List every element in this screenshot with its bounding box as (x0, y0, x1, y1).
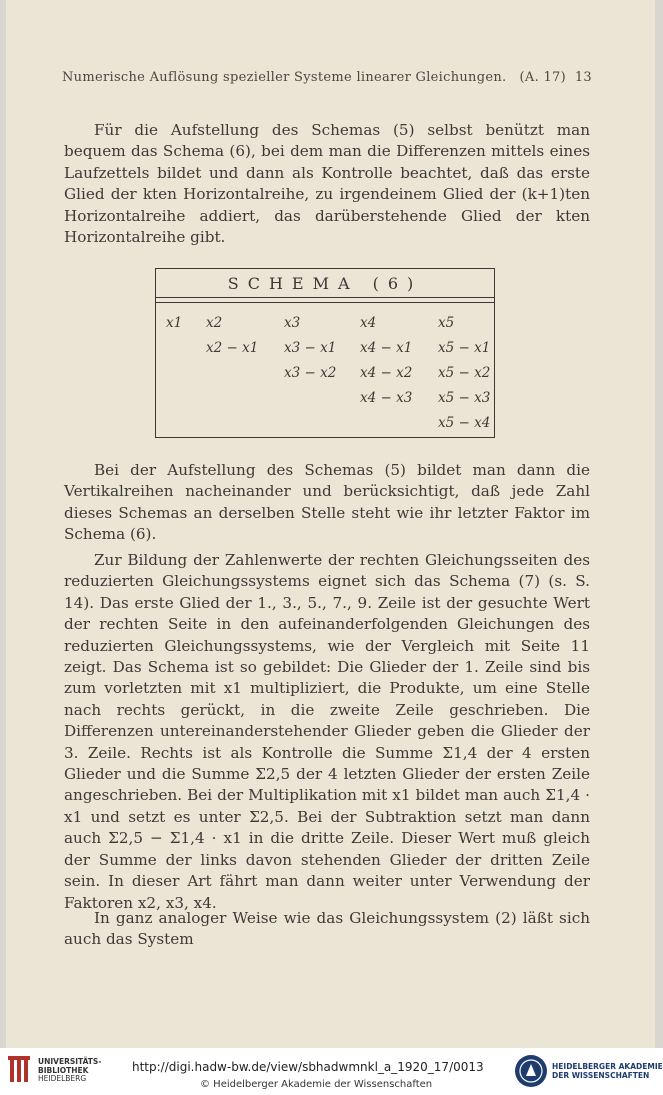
academy-logo-line: DER WISSENSCHAFTEN (552, 1071, 650, 1080)
paragraph-1 (64, 120, 590, 248)
running-head-title: Numerische Auflösung spezieller Systeme linearer Gleichungen. (62, 70, 507, 85)
schema-cell: x4 − x2 (360, 365, 413, 381)
schema-cell: x5 − x3 (438, 390, 491, 406)
schema-title: SCHEMA (6) (227, 274, 423, 293)
schema-cell: x3 − x2 (284, 365, 337, 381)
academy-logo-text (552, 1062, 663, 1080)
running-head-ref: (A. 17) (519, 70, 566, 85)
schema-cell: x4 − x1 (360, 340, 413, 356)
copyright-text: © Heidelberger Akademie der Wissenschaften (200, 1079, 433, 1090)
paragraph-3 (64, 550, 590, 914)
library-logo-line: HEIDELBERG (38, 1074, 87, 1083)
paragraph-4 (64, 908, 590, 951)
academy-logo-line: HEIDELBERGER AKADEMIE (552, 1062, 663, 1071)
schema-cell: x5 (438, 315, 455, 331)
library-logo-line: UNIVERSITÄTS- (38, 1057, 102, 1066)
page-number: 13 (574, 70, 592, 85)
paragraph-4-text: In ganz analoger Weise wie das Gleichungssystem (2) läßt sich auch das System (64, 909, 590, 949)
paragraph-1-text: Für die Aufstellung des Schemas (5) selbst benützt man bequem das Schema (6), bei dem man die Differenzen mittels eines Laufzettels bildet und dann als Kontrolle beachtet, daß das erste Glied der kten Horizontalreihe, zu irgendeinem Glied der (k+1)ten Horizontalreihe addiert, das darüberstehende Glied der kten Horizontalreihe gibt. (64, 121, 590, 247)
schema-cell: x1 (166, 315, 183, 331)
library-logo-text (38, 1058, 101, 1084)
paragraph-2-text: Bei der Aufstellung des Schemas (5) bildet man dann die Vertikalreihen nacheinander und berücksichtigt, daß jede Zahl dieses Schemas an derselben Stelle steht wie ihr letzter Faktor im Schema (6). (64, 461, 590, 544)
running-head (62, 70, 592, 85)
academy-seal-icon (514, 1054, 548, 1088)
permalink-url[interactable]: http://digi.hadw-bw.de/view/sbhadwmnkl_a_1920_17/0013 (132, 1060, 484, 1074)
schema-cell: x2 (206, 315, 223, 331)
schema-cell: x5 − x2 (438, 365, 491, 381)
schema-cell: x4 − x3 (360, 390, 413, 406)
library-logo-icon (8, 1056, 34, 1086)
library-logo-line: BIBLIOTHEK (38, 1065, 89, 1075)
schema-rule (156, 297, 494, 298)
paragraph-2 (64, 460, 590, 546)
paragraph-3-text: Zur Bildung der Zahlenwerte der rechten Gleichungsseiten des reduzierten Gleichungssystems eignet sich das Schema (7) (s. S. 14). Das erste Glied der 1., 3., 5., 7., 9. Zeile ist der gesuchte Wert der rechten Seite in den aufeinanderfolgenden Gleichungen des reduzierten Gleichungssystems, wie der Vergleich mit Seite 11 zeigt. Das Schema ist so gebildet: Die Glieder der 1. Zeile sind bis zum vorletzten mit x1 multipliziert, die Produkte, um eine Stelle nach rechts gerückt, in die zweite Zeile geschrieben. Die Differenzen untereinanderstehender Glieder geben die Glieder der 3. Zeile. Rechts ist als Kontrolle die Summe Σ1,4 der 4 ersten Glieder und die Summe Σ2,5 der 4 letzten Glieder der ersten Zeile angeschrieben. Bei der Multiplikation mit x1 bildet man auch Σ1,4 · x1 und setzt es unter Σ2,5. Bei der Subtraktion setzt man dann auch Σ2,5 − Σ1,4 · x1 in die dritte Zeile. Dieser Wert muß gleich der Summe der links davon stehenden Glieder der dritten Zeile sein. In dieser Art fährt man dann weiter unter Verwendung der Faktoren x2, x3, x4. (64, 551, 590, 912)
viewer-footer (0, 1048, 663, 1095)
schema-cell: x5 − x4 (438, 415, 491, 431)
running-head-right (520, 70, 592, 85)
schema-6-table (155, 268, 495, 438)
schema-cell: x2 − x1 (206, 340, 259, 356)
schema-cell: x5 − x1 (438, 340, 491, 356)
scanned-page (6, 0, 655, 1048)
schema-cell: x4 (360, 315, 377, 331)
schema-cell: x3 (284, 315, 301, 331)
schema-cell: x3 − x1 (284, 340, 337, 356)
schema-rule (156, 302, 494, 303)
